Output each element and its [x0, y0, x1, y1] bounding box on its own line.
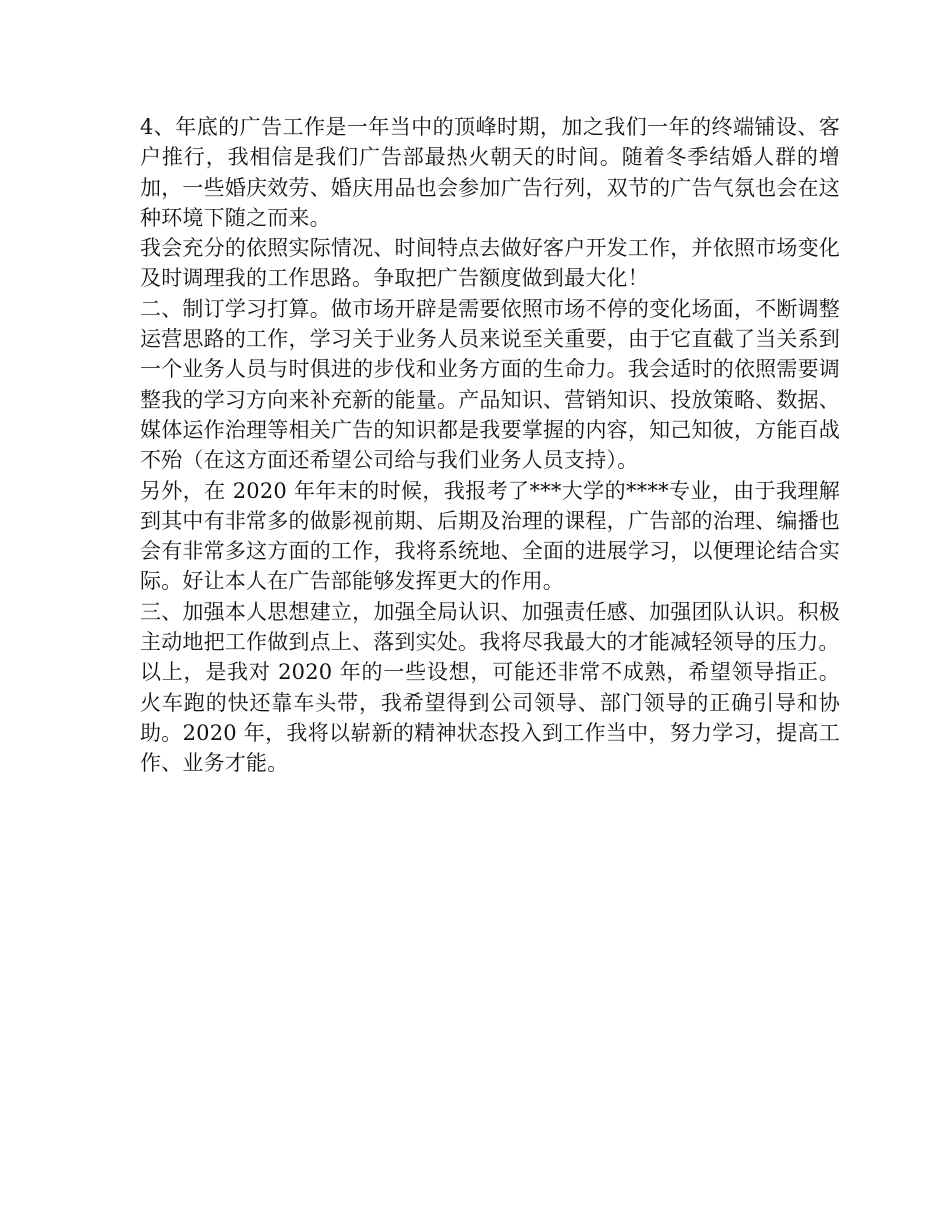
- paragraph-university-course: 另外，在 2020 年年末的时候，我报考了***大学的****专业，由于我理解到其中有非常多的做影视前期、后期及治理的课程，广告部的治理、编播也会有非常多这方面的工作，我将系统地、全面的进展学习，以便理论结合实际。好让本人在广告部能够发挥更大的作用。: [140, 478, 840, 594]
- paragraph-study-plan: 二、制订学习打算。做市场开辟是需要依照市场不停的变化场面，不断调整运营思路的工作，学习关于业务人员来说至关重要，由于它直截了当关系到一个业务人员与时俱进的步伐和业务方面的生命力。我会适时的依照需要调整我的学习方向来补充新的能量。产品知识、营销知识、投放策略、数据、媒体运作治理等相关广告的知识都是我要掌握的内容，知己知彼，方能百战不殆（在这方面还希望公司给与我们业务人员支持）。: [140, 296, 840, 473]
- paragraph-advertising-peak: 4、年底的广告工作是一年当中的顶峰时期，加之我们一年的终端铺设、客户推行，我相信是我们广告部最热火朝天的时间。随着冬季结婚人群的增加，一些婚庆效劳、婚庆用品也会参加广告行列，双节的广告气氛也会在这种环境下随之而来。: [140, 115, 840, 230]
- paragraph-ideology-building: 三、加强本人思想建立，加强全局认识、加强责任感、加强团队认识。积极主动地把工作做到点上、落到实处。我将尽我最大的才能减轻领导的压力。: [140, 599, 840, 655]
- paragraph-client-development: 我会充分的依照实际情况、时间特点去做好客户开发工作，并依照市场变化及时调理我的工作思路。争取把广告额度做到最大化！: [140, 236, 840, 291]
- document-body: [140, 112, 840, 779]
- paragraph-conclusion: 以上，是我对 2020 年的一些设想，可能还非常不成熟，希望领导指正。火车跑的快还靠车头带，我希望得到公司领导、部门领导的正确引导和协助。2020 年，我将以崭新的精神状态投入到工作当中，努力学习，提高工作、业务才能。: [140, 660, 840, 776]
